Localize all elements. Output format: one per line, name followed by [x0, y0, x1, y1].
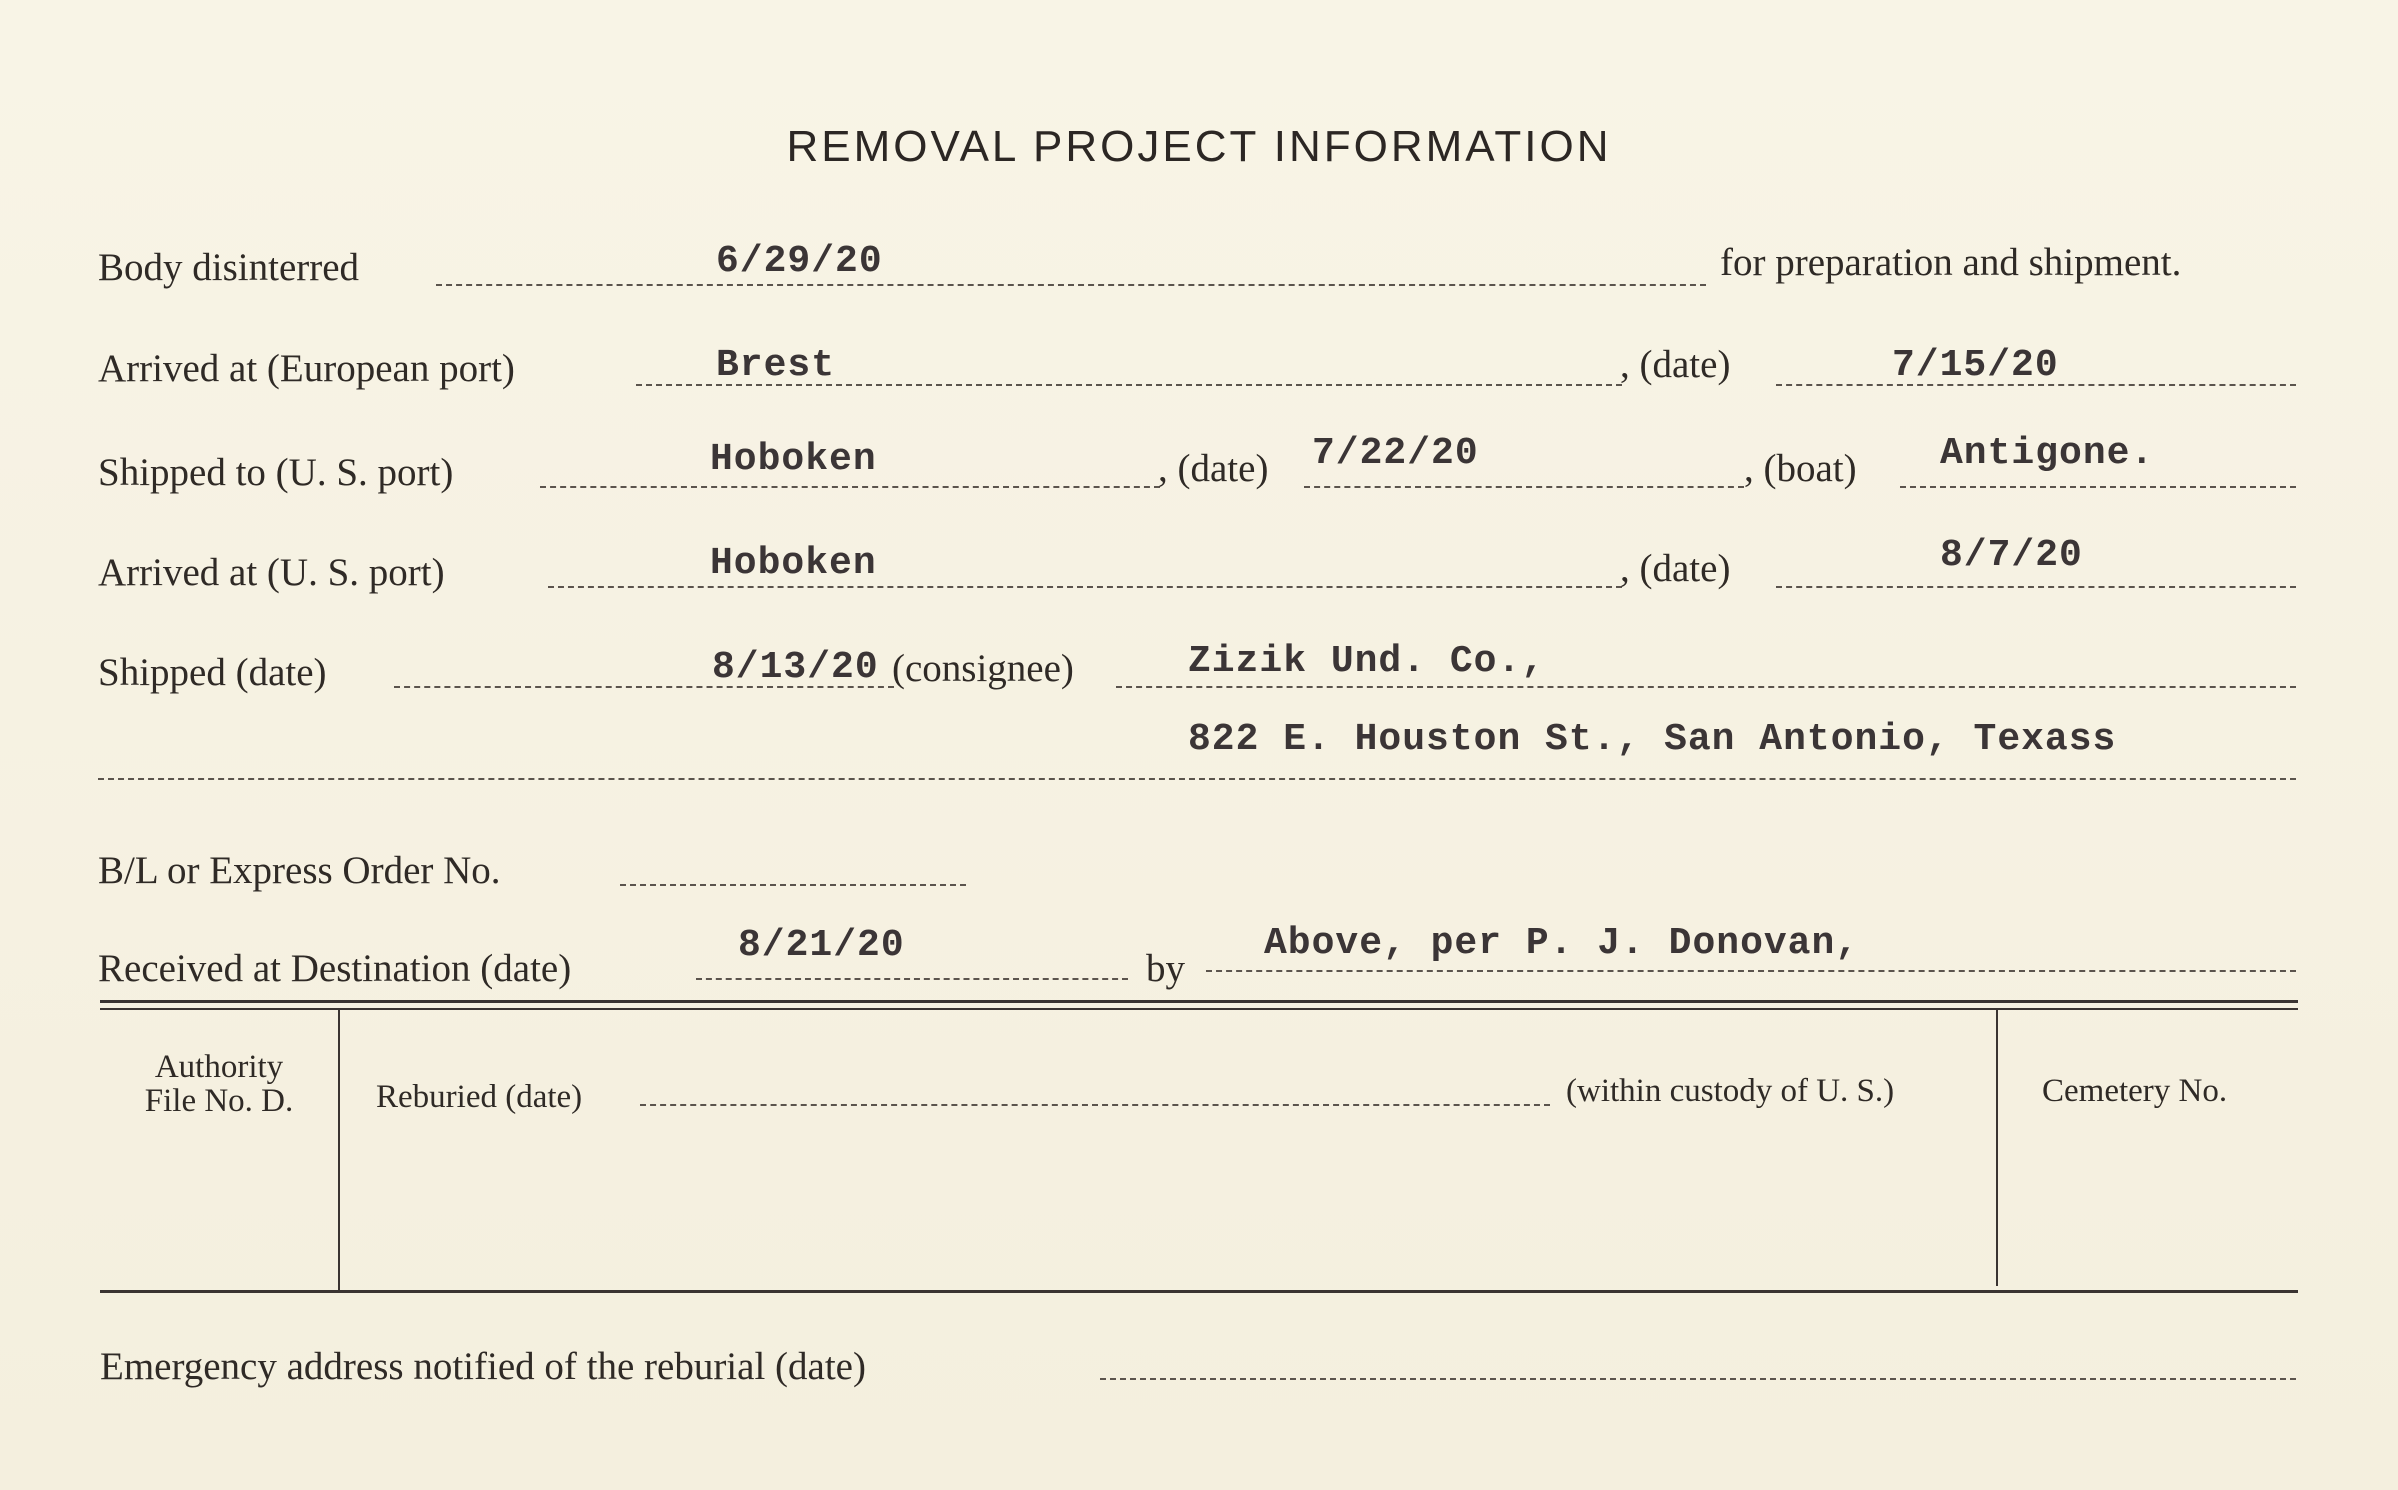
emergency-date-field[interactable]: [1100, 1378, 2296, 1380]
value-us-port-arrived: Hoboken: [710, 542, 877, 585]
label-emergency: Emergency address notified of the reburial (date): [100, 1345, 866, 1388]
value-received-date: 8/21/20: [738, 924, 905, 967]
shipped-date-field[interactable]: [1304, 486, 1744, 488]
reburied-date-field[interactable]: [640, 1104, 1550, 1106]
authority-line-1: Authority: [154, 1049, 284, 1085]
bl-order-field[interactable]: [620, 884, 966, 886]
value-arrived-date: 8/7/20: [1940, 534, 2083, 577]
table-bottom-rule: [100, 1290, 2298, 1293]
label-cemetery-no: Cemetery No.: [2042, 1073, 2228, 1109]
value-shipped-date-1: 7/22/20: [1312, 432, 1479, 475]
card-title: REMOVAL PROJECT INFORMATION: [786, 122, 1612, 171]
label-shipped-to: Shipped to (U. S. port): [98, 451, 454, 494]
value-consignee-address: 822 E. Houston St., San Antonio, Texass: [1188, 718, 2117, 761]
us-port-arrived-field[interactable]: [548, 586, 1622, 588]
value-shipped-date-2: 8/13/20: [712, 646, 879, 689]
label-arrived-us: Arrived at (U. S. port): [98, 551, 445, 594]
label-shipped-date: Shipped (date): [98, 651, 327, 694]
value-consignee-name: Zizik Und. Co.,: [1188, 640, 1546, 683]
table-top-rule-1: [100, 1000, 2298, 1003]
table-top-rule-2: [100, 1008, 2298, 1010]
value-us-port-shipped: Hoboken: [710, 438, 877, 481]
value-european-port: Brest: [716, 344, 836, 387]
label-date-shipped: , (date): [1158, 447, 1269, 490]
label-received-destination: Received at Destination (date): [98, 947, 572, 990]
label-within-custody: (within custody of U. S.): [1566, 1073, 1895, 1109]
label-consignee: (consignee): [892, 647, 1074, 690]
label-authority: [100, 1050, 338, 1118]
consignee-address-field[interactable]: [98, 778, 2296, 780]
label-by: by: [1146, 947, 1185, 990]
authority-line-2: File No. D.: [144, 1083, 294, 1119]
label-reburied: Reburied (date): [376, 1079, 583, 1115]
us-port-shipped-field[interactable]: [540, 486, 1160, 488]
value-disinterred-date: 6/29/20: [716, 240, 883, 283]
table-divider-right: [1996, 1010, 1998, 1286]
received-by-field[interactable]: [1206, 970, 2296, 972]
label-date-european: , (date): [1620, 343, 1731, 386]
label-bl-order: B/L or Express Order No.: [98, 849, 501, 892]
value-received-by: Above, per P. J. Donovan,: [1264, 922, 1860, 965]
received-date-field[interactable]: [696, 978, 1128, 980]
label-for-preparation: for preparation and shipment.: [1720, 241, 2182, 284]
disinterred-date-field[interactable]: [436, 284, 1706, 286]
value-european-date: 7/15/20: [1892, 344, 2059, 387]
boat-field[interactable]: [1900, 486, 2296, 488]
value-boat: Antigone.: [1940, 432, 2155, 475]
label-boat: , (boat): [1744, 447, 1857, 490]
label-date-arrived: , (date): [1620, 547, 1731, 590]
table-divider-left: [338, 1010, 340, 1292]
label-body-disinterred: Body disinterred: [98, 246, 360, 289]
arrived-date-field[interactable]: [1776, 586, 2296, 588]
label-arrived-european: Arrived at (European port): [98, 347, 515, 390]
consignee-field[interactable]: [1116, 686, 2296, 688]
